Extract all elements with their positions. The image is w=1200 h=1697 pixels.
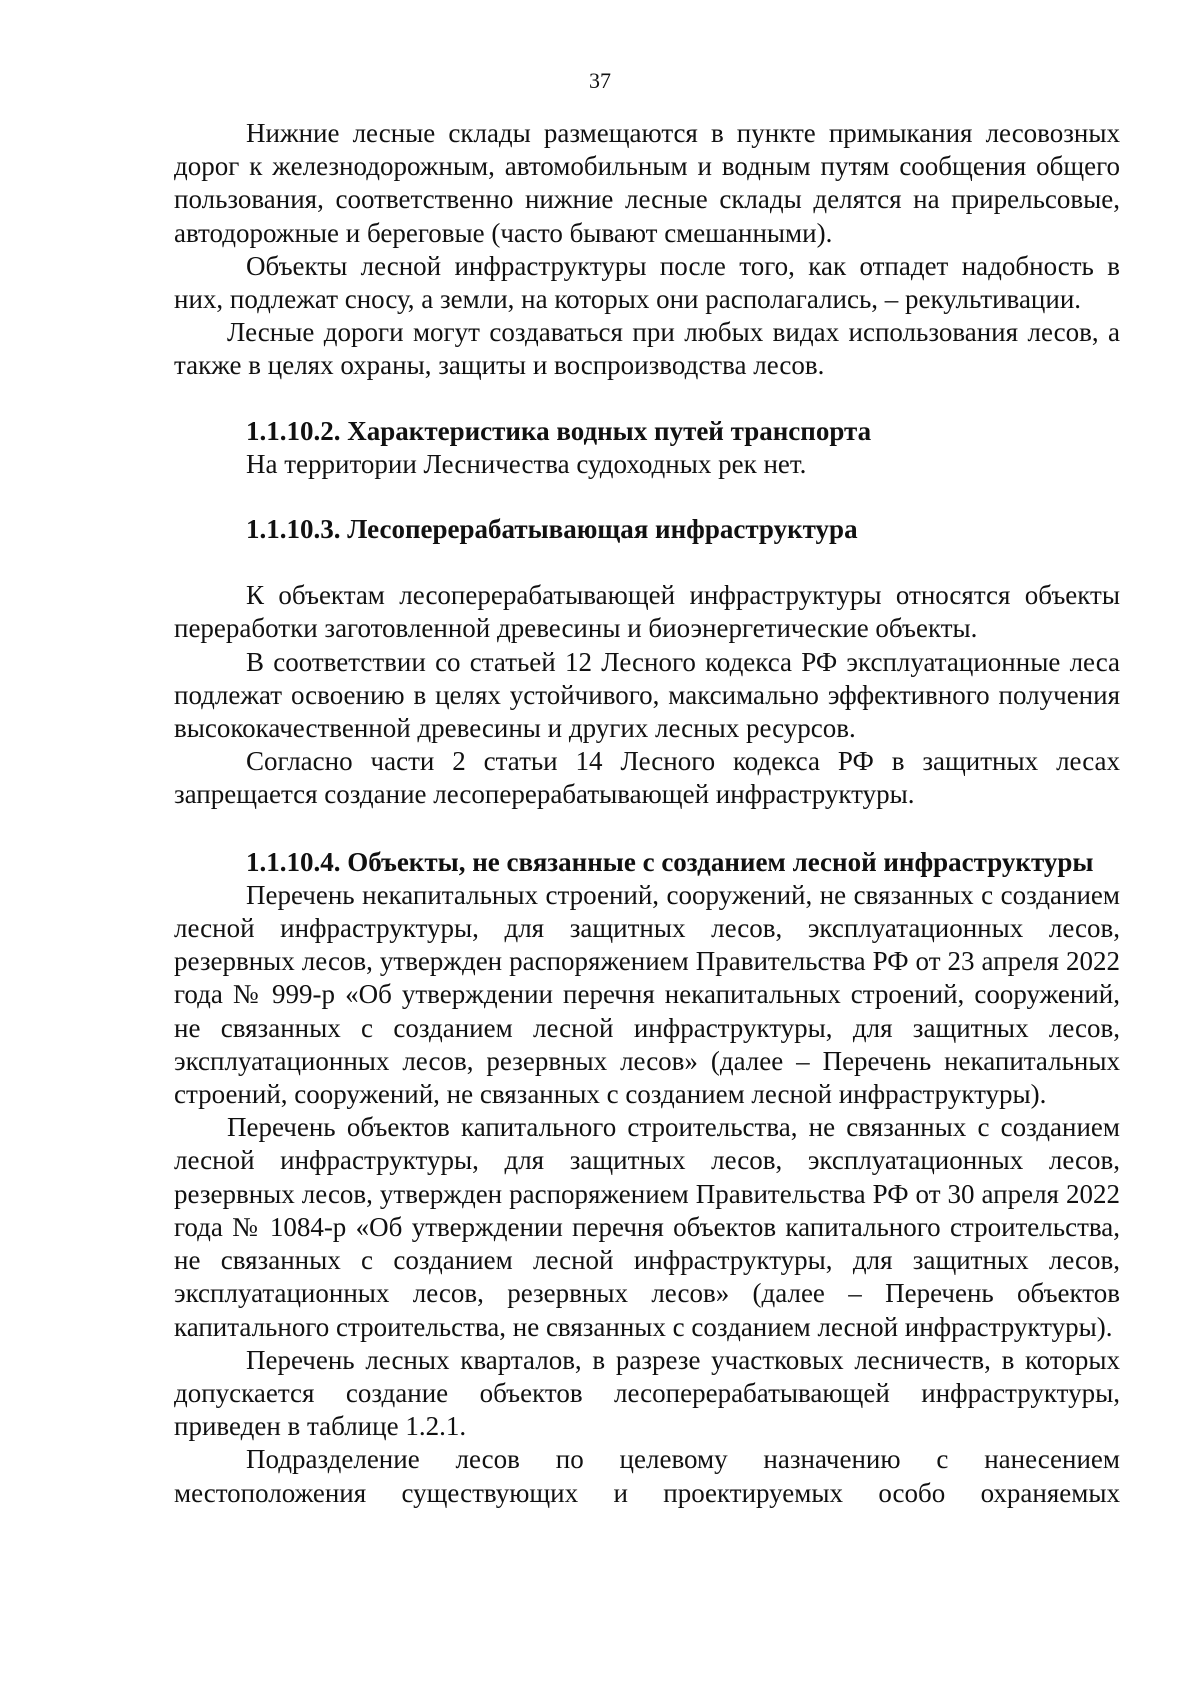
paragraph-forest-subdivision: Подразделение лесов по целевому назначению с нанесением местоположения существующих и проектируемых особо охраняемых [174,1444,1120,1508]
paragraph-non-capital-structures: Перечень некапитальных строений, сооружений, не связанных с созданием лесной инфраструктуры, для защитных лесов, эксплуатационных лесов, резервных лесов, утвержден распоряжением Правительства РФ от 23 апреля 2022 года № 999-р «Об утверждении перечня некапитальных строений, сооружений, не связанных с созданием лесной инфраструктуры, для защитных лесов, эксплуатационных лесов, резервных лесов» (далее – Перечень некапитальных строений, сооружений, не связанных с созданием лесной инфраструктуры). [174,879,1120,1110]
heading-wood-processing: 1.1.10.3. Лесоперерабатывающая инфраструктура [246,514,858,545]
paragraph-capital-construction: Перечень объектов капитального строительства, не связанных с созданием лесной инфраструктуры, для защитных лесов, эксплуатационных лесов, резервных лесов, утвержден распоряжением Правительства РФ от 30 апреля 2022 года № 1084-р «Об утверждении перечня объектов капитального строительства, не связанных с созданием лесной инфраструктуры, для защитных лесов, эксплуатационных лесов, резервных лесов» (далее – Перечень объектов капитального строительства, не связанных с созданием лесной инфраструктуры). [174,1112,1120,1342]
paragraph-water-transport: На территории Лесничества судоходных рек нет. [246,448,807,479]
document-body [174,117,1120,1510]
paragraph-forest-quarters: Перечень лесных кварталов, в разрезе участковых лесничеств, в которых допускается создание объектов лесоперерабатывающей инфраструктуры, приведен в таблице 1.2.1. [174,1344,1120,1442]
paragraph-infrastructure-removal: Объекты лесной инфраструктуры после того, как отпадет надобность в них, подлежат сносу, а земли, на которых они располагались, – рекультивации. [174,250,1120,315]
paragraph-wood-processing-objects: К объектам лесоперерабатывающей инфраструктуры относятся объекты переработки заготовленной древесины и биоэнергетические объекты. [174,580,1120,644]
paragraph-article-12: В соответствии со статьей 12 Лесного кодекса РФ эксплуатационные леса подлежат освоению в целях устойчивого, максимально эффективного получения высококачественной древесины и других лесных ресурсов. [174,646,1120,744]
page-number: 37 [589,68,611,93]
heading-water-transport: 1.1.10.2. Характеристика водных путей транспорта [246,415,872,446]
paragraph-lower-warehouses: Нижние лесные склады размещаются в пункте примыкания лесовозных дорог к железнодорожным, автомобильным и водным путям сообщения общего пользования, соответственно нижние лесные склады делятся на прирельсовые, автодорожные и береговые (часто бывают смешанными). [174,118,1120,248]
paragraph-article-14: Согласно части 2 статьи 14 Лесного кодекса РФ в защитных лесах запрещается создание лесоперерабатывающей инфраструктуры. [174,746,1120,810]
heading-non-infrastructure-objects: 1.1.10.4. Объекты, не связанные с созданием лесной инфраструктуры [246,846,1094,877]
paragraph-forest-roads: Лесные дороги могут создаваться при любых видах использования лесов, а также в целях охраны, защиты и воспроизводства лесов. [174,317,1120,381]
